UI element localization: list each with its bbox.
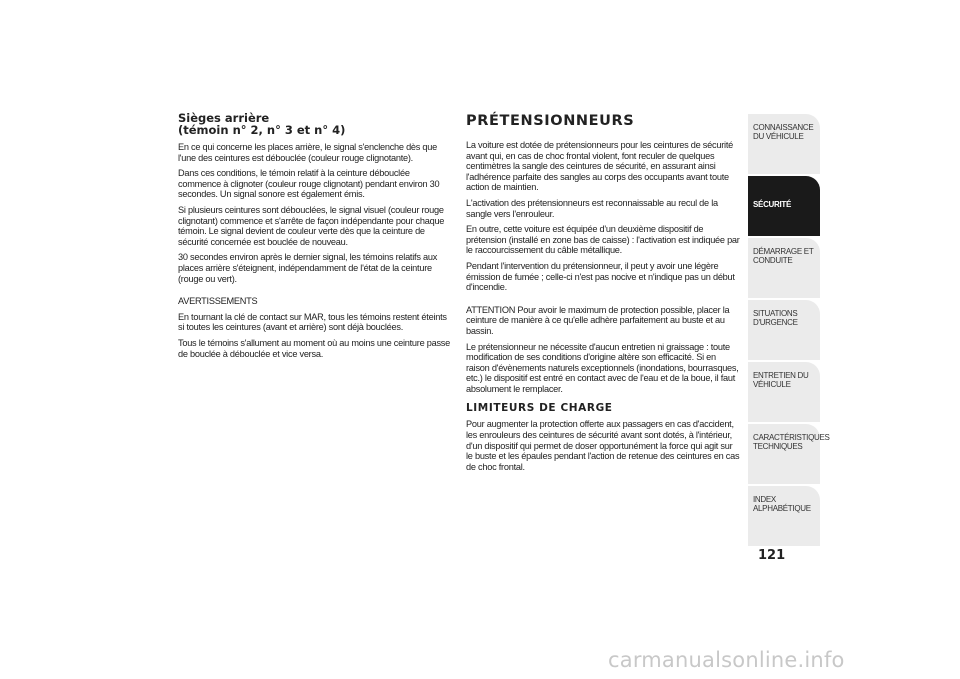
left-paragraph: 30 secondes environ après le dernier signal, les témoins relatifs aux places arrière s'éteignent, indépendamment de l'état de la ceinture (rouge ou vert). [178, 252, 438, 284]
tab-vehicle-knowledge[interactable] [748, 114, 820, 174]
warnings-title: AVERTISSEMENTS [178, 296, 258, 307]
tab-label: SITUATIONS D'URGENCE [753, 309, 798, 327]
tab-index[interactable] [748, 486, 820, 546]
rear-seats-heading-line1: Sièges arrière [178, 111, 270, 125]
tab-label: CARACTÉRISTIQUES TECHNIQUES [753, 433, 830, 451]
middle-paragraph: L'activation des prétensionneurs est reconnaissable au recul de la sangle vers l'enrouleur. [466, 197, 718, 219]
left-column [178, 112, 453, 364]
tab-starting-driving[interactable] [748, 238, 820, 298]
tab-label: INDEX ALPHABÉTIQUE [753, 495, 811, 513]
warnings-paragraph: Tous le témoins s'allument au moment où au moins une ceinture passe de bouclée à débouclée et vice versa. [178, 337, 451, 359]
tab-safety[interactable] [748, 176, 820, 236]
watermark: carmanualsonline.info [608, 648, 845, 672]
left-paragraph: Dans ces conditions, le témoin relatif à la ceinture débouclée commence à clignoter (couleur rouge clignotant) pendant environ 30 secondes. Un signal sonore est également émis. [178, 168, 440, 200]
tab-label: SÉCURITÉ [753, 200, 792, 209]
middle-paragraph: La voiture est dotée de prétensionneurs pour les ceintures de sécurité avant qui, en cas de choc frontal violent, font reculer de quelques centimètres la sangle des ceintures de sécurité, en assurant ainsi l'adhérence parfaite des sangles au corps des occupants avant toute action de maintien. [466, 140, 733, 193]
rear-seats-heading [178, 112, 453, 136]
tab-technical-specs[interactable] [748, 424, 830, 484]
page-number: 121 [758, 548, 786, 563]
left-paragraph: Si plusieurs ceintures sont débouclées, le signal visuel (couleur rouge clignotant) commence et s'arrête de façon indépendante pour chaque témoin. Le signal devient de couleur verte dès que la ceinture de sécurité concernée est bouclée de nouveau. [178, 204, 445, 247]
load-limiters-paragraph: Pour augmenter la protection offerte aux passagers en cas d'accident, les enrouleurs des ceintures de sécurité avant sont dotés, à l'intérieur, d'un dispositif qui permet de doser opportunément la force qui agit sur le buste et les épaules pendant l'action de retenue des ceintures en cas de choc frontal. [466, 419, 740, 472]
tab-label: CONNAISSANCE DU VÉHICULE [753, 123, 814, 141]
left-paragraph: En ce qui concerne les places arrière, le signal s'enclenche dès que l'une des ceintures est débouclée (couleur rouge clignotante). [178, 142, 438, 163]
middle-paragraph: Pendant l'intervention du prétensionneur, il peut y avoir une légère émission de fumée ; celle-ci n'est pas nocive et n'indique pas un début d'incendie. [466, 260, 735, 293]
warnings-paragraph: En tournant la clé de contact sur MAR, tous les témoins restent éteints si toutes les ceintures (avant et arrière) sont déjà bouclées. [178, 311, 447, 333]
pretensioners-title: PRÉTENSIONNEURS [466, 113, 635, 129]
rear-seats-heading-line2: (témoin n° 2, n° 3 et n° 4) [178, 123, 346, 137]
tab-maintenance[interactable] [748, 362, 820, 422]
maintenance-paragraph: Le prétensionneur ne nécessite d'aucun entretien ni graissage : toute modification de ses conditions d'origine altère son efficacité. Si en raison d'évènements naturels exceptionnels (inondations, bourrasques, etc.) le dispositif est entré en contact avec de l'eau et de la boue, il faut absolument le remplacer. [466, 341, 739, 394]
load-limiters-title: LIMITEURS DE CHARGE [466, 402, 613, 415]
middle-paragraph: En outre, cette voiture est équipée d'un deuxième dispositif de prétension (installé en zone bas de caisse) : l'activation est indiquée par le raccourcissement du câble métallique. [466, 224, 740, 256]
tab-label: DÉMARRAGE ET CONDUITE [753, 247, 814, 265]
attention-note: ATTENTION Pour avoir le maximum de protection possible, placer la ceinture de manière à ce qu'elle adhère parfaitement au buste et au bassin. [466, 304, 730, 336]
section-tabs [748, 114, 830, 548]
middle-column [466, 112, 740, 477]
tab-emergencies[interactable] [748, 300, 820, 360]
tab-label: ENTRETIEN DU VÉHICULE [753, 371, 809, 389]
